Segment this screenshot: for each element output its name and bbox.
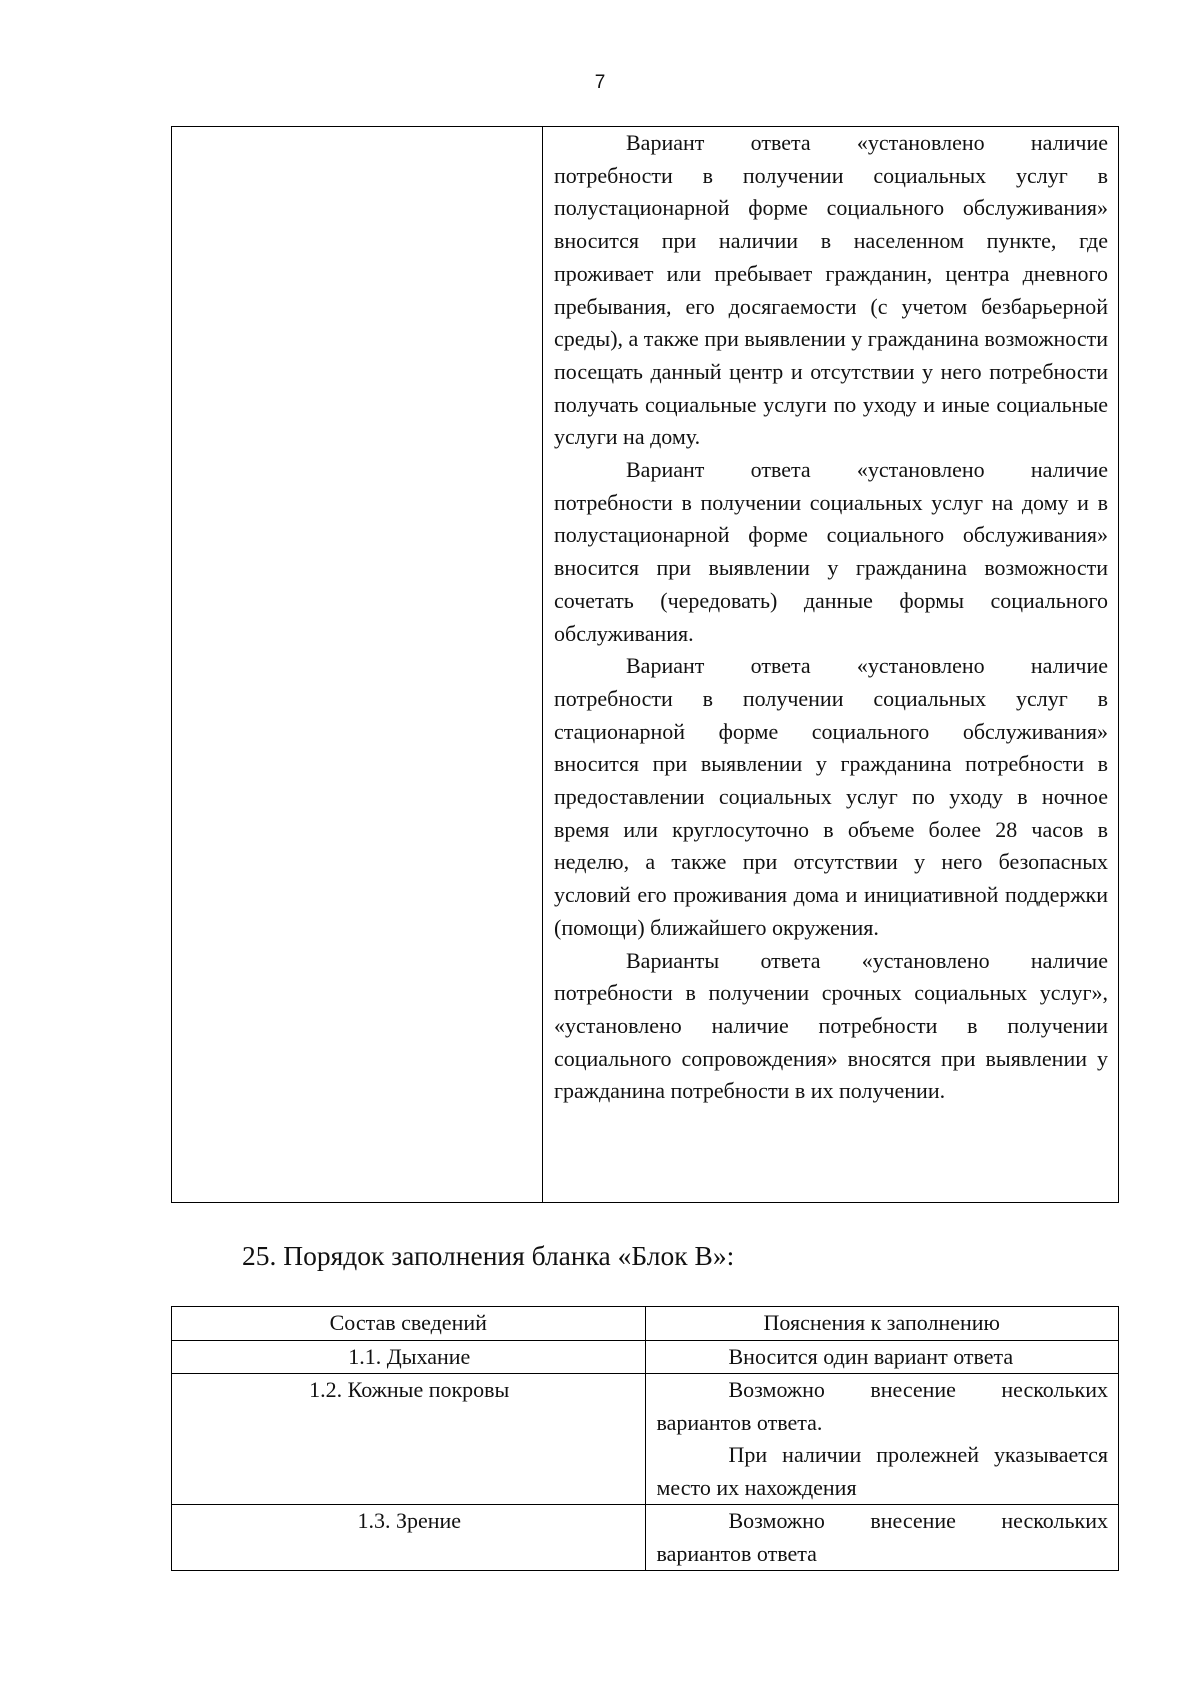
continuation-table xyxy=(171,126,1119,1203)
paragraph: Вариант ответа «установлено наличие потребности в получении социальных услуг на дому и в полустационарной форме социального обслуживания» вносится при выявлении у гражданина возможности сочетать (чередовать) данные формы социального обслуживания. xyxy=(554,457,1108,646)
column-header-explanations: Пояснения к заполнению xyxy=(645,1307,1119,1341)
paragraph: Варианты ответа «установлено наличие потребности в получении срочных социальных услуг», «установлено наличие потребности в получении социального сопровождения» вносятся при выявлении у гражданина потребности в их получении. xyxy=(554,947,1108,1104)
table-row xyxy=(172,127,1119,1203)
table-header-row xyxy=(172,1307,1119,1341)
row-item: 1.3. Зрение xyxy=(172,1505,646,1571)
column-header-composition: Состав сведений xyxy=(172,1307,646,1341)
row-notes xyxy=(645,1505,1119,1571)
row-notes xyxy=(645,1340,1119,1374)
table-cell-explanation xyxy=(543,127,1119,1203)
section-heading: 25. Порядок заполнения бланка «Блок В»: xyxy=(242,1240,735,1271)
table-row xyxy=(172,1505,1119,1571)
note-paragraph: Вносится один вариант ответа xyxy=(728,1343,1014,1369)
page-number: 7 xyxy=(594,72,606,93)
paragraph: Вариант ответа «установлено наличие потребности в получении социальных услуг в стационарной форме социального обслуживания» вносится при выявлении у гражданина потребности в предоставлении социальных услуг по уходу в ночное время или круглосуточно в объеме более 28 часов в неделю, а также при отсутствии у него безопасных условий его проживания дома и инициативной поддержки (помощи) ближайшего окружения. xyxy=(554,653,1108,940)
paragraph: Вариант ответа «установлено наличие потребности в получении социальных услуг в полустационарной форме социального обслуживания» вносится при наличии в населенном пункте, где проживает или пребывает гражданин, центра дневного пребывания, его досягаемости (с учетом безбарьерной среды), а также при выявлении у гражданина возможности посещать данный центр и отсутствии у него потребности получать социальные услуги по уходу и иные социальные услуги на дому. xyxy=(554,130,1109,450)
table-row xyxy=(172,1340,1119,1374)
note-paragraph: Возможно внесение нескольких вариантов ответа. xyxy=(656,1377,1108,1435)
row-notes xyxy=(645,1374,1119,1505)
table-cell-empty xyxy=(172,127,543,1203)
block-v-table xyxy=(171,1306,1119,1571)
row-item: 1.2. Кожные покровы xyxy=(172,1374,646,1505)
row-item: 1.1. Дыхание xyxy=(172,1340,646,1374)
note-paragraph: При наличии пролежней указывается место их нахождения xyxy=(656,1442,1108,1500)
table-row xyxy=(172,1374,1119,1505)
note-paragraph: Возможно внесение нескольких вариантов ответа xyxy=(656,1508,1108,1566)
